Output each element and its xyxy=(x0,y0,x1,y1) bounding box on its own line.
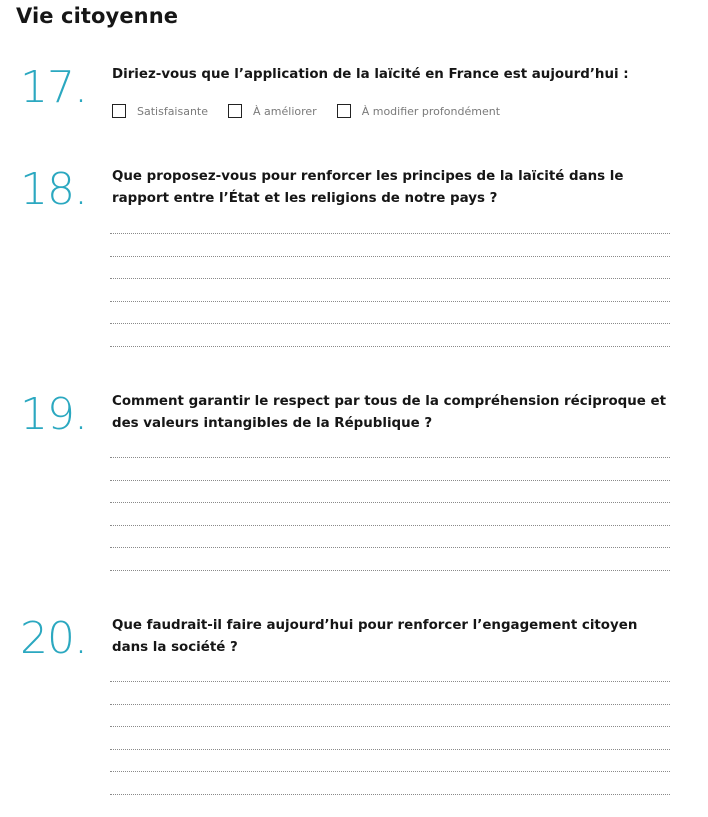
question-number: 18. xyxy=(20,164,87,215)
answer-line xyxy=(110,794,670,795)
answer-line xyxy=(110,502,670,503)
answer-line xyxy=(110,256,670,257)
answer-lines[interactable] xyxy=(110,233,670,369)
answer-line xyxy=(110,681,670,682)
answer-options xyxy=(112,104,520,118)
question-number: 19. xyxy=(20,389,87,440)
question-number: 17. xyxy=(20,62,87,113)
page-title: Vie citoyenne xyxy=(16,4,179,28)
checkbox[interactable] xyxy=(112,104,126,118)
option-label: À modifier profondément xyxy=(361,104,501,118)
answer-lines[interactable] xyxy=(110,681,670,817)
answer-line xyxy=(110,771,670,772)
question-text: Comment garantir le respect par tous de la compréhension réciproque et des valeurs intangibles de la République ? xyxy=(112,394,666,431)
answer-line xyxy=(110,346,670,347)
answer-line xyxy=(110,525,670,526)
option-label: À améliorer xyxy=(253,104,317,118)
question-text: Que faudrait-il faire aujourd’hui pour renforcer l’engagement citoyen dans la société ? xyxy=(112,618,638,655)
option-satisfaisante[interactable] xyxy=(112,104,208,118)
answer-line xyxy=(110,547,670,548)
answer-line xyxy=(110,278,670,279)
answer-lines[interactable] xyxy=(110,457,670,593)
question-text: Que proposez-vous pour renforcer les principes de la laïcité dans le rapport entre l’État et les religions de notre pays ? xyxy=(112,169,624,206)
answer-line xyxy=(110,480,670,481)
answer-line xyxy=(110,749,670,750)
checkbox[interactable] xyxy=(337,104,351,118)
question-number: 20. xyxy=(20,613,87,664)
option-a-modifier-profondement[interactable] xyxy=(337,104,500,118)
answer-line xyxy=(110,301,670,302)
checkbox[interactable] xyxy=(228,104,242,118)
answer-line xyxy=(110,726,670,727)
question-text: Diriez-vous que l’application de la laïcité en France est aujourd’hui : xyxy=(112,67,629,82)
answer-line xyxy=(110,233,670,234)
option-label: Satisfaisante xyxy=(137,104,209,118)
answer-line xyxy=(110,457,670,458)
answer-line xyxy=(110,704,670,705)
answer-line xyxy=(110,323,670,324)
option-a-ameliorer[interactable] xyxy=(228,104,317,118)
answer-line xyxy=(110,570,670,571)
